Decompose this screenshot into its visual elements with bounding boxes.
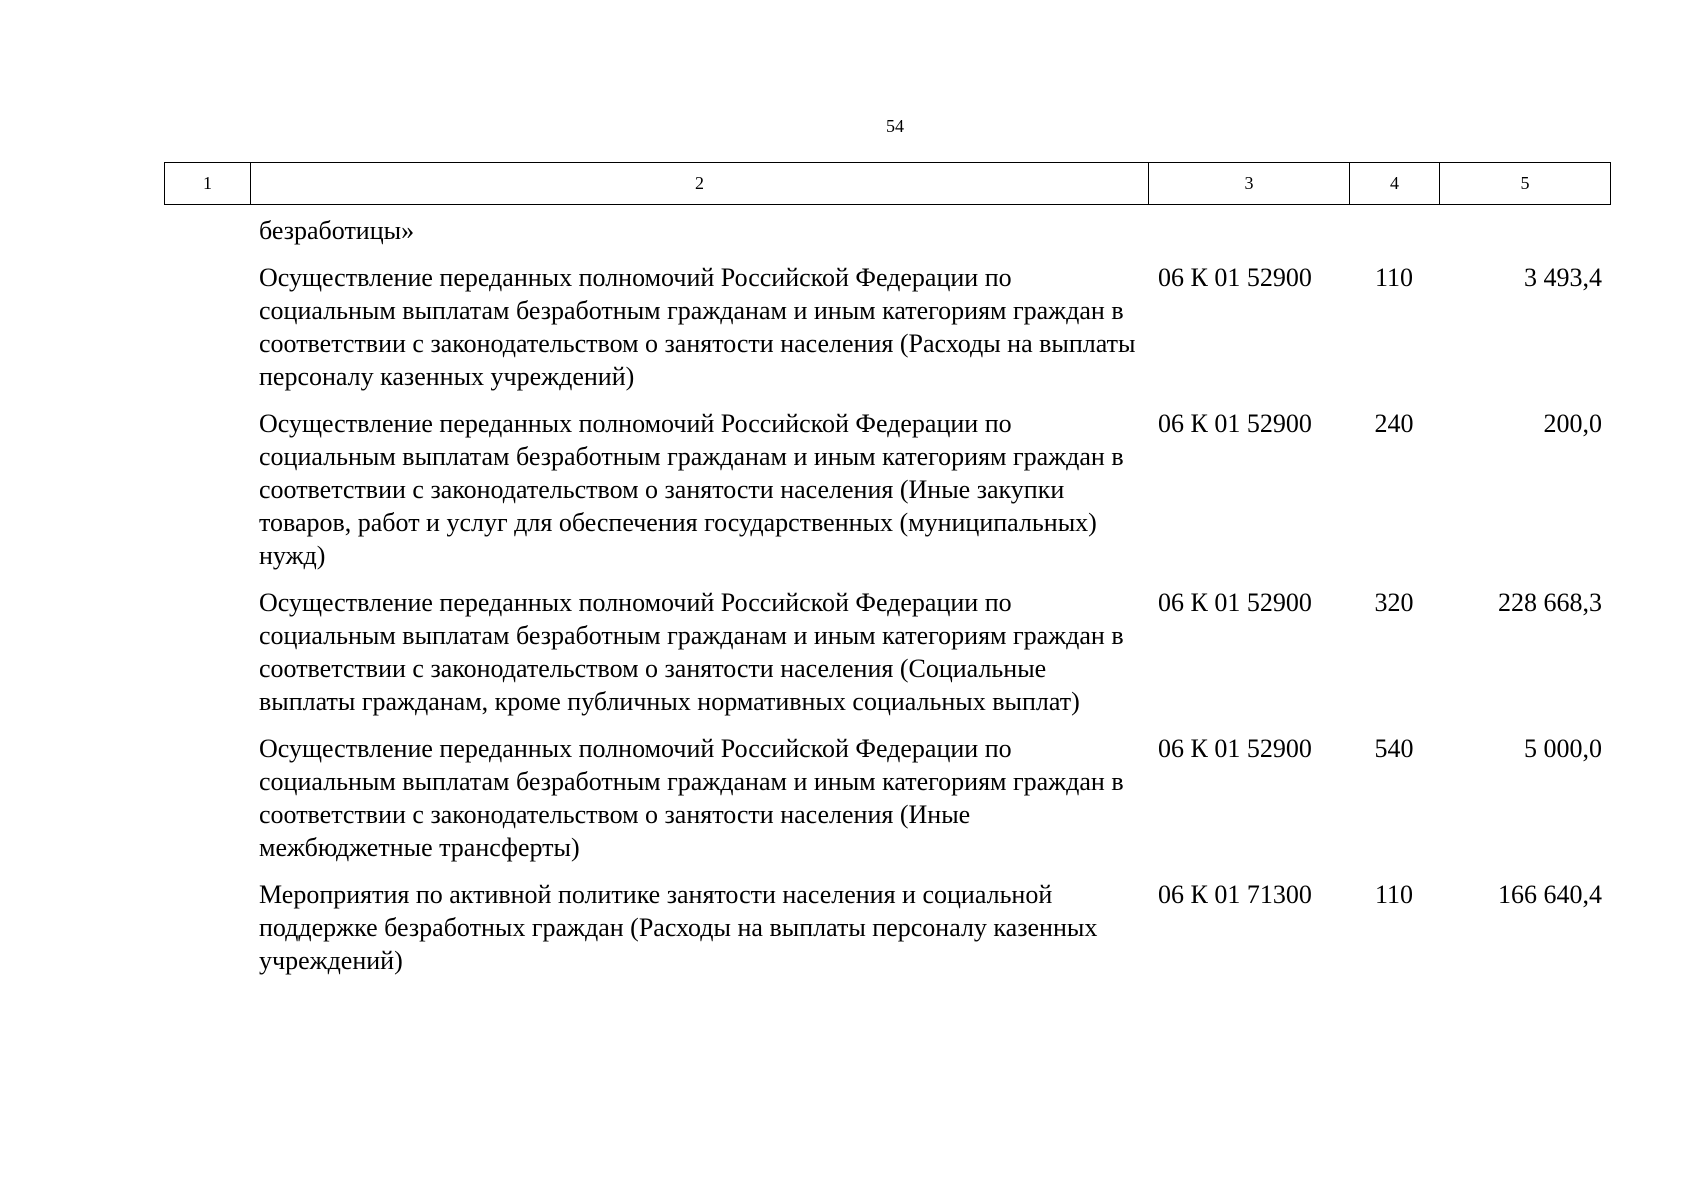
row-code: 06 К 01 71300 [1158,880,1312,909]
row-type: 240 [1374,409,1414,438]
row-amount: 5 000,0 [1524,734,1602,763]
column-header-row [165,163,1611,205]
row-description: Осуществление переданных полномочий Российской Федерации по социальным выплатам безработным гражданам и иным категориям граждан в соответствии с законодательством о занятости населения (Иные межбюджетные трансферты) [259,734,1124,862]
column-header-3: 3 [1149,163,1350,205]
column-header-5: 5 [1440,163,1611,205]
table-row [164,878,1610,977]
table-row [164,407,1610,572]
column-header-4: 4 [1350,163,1440,205]
row-code: 06 К 01 52900 [1158,409,1312,438]
row-type: 540 [1374,734,1414,763]
continuation-text: безработицы» [259,216,415,245]
row-code: 06 К 01 52900 [1158,263,1312,292]
continuation-row [164,214,1610,247]
row-amount: 3 493,4 [1524,263,1602,292]
row-amount: 228 668,3 [1498,588,1602,617]
row-type: 320 [1374,588,1414,617]
column-header-1: 1 [165,163,251,205]
row-type: 110 [1374,263,1414,292]
row-code: 06 К 01 52900 [1158,588,1312,617]
page-number: 54 [886,116,904,136]
row-code: 06 К 01 52900 [1158,734,1312,763]
budget-table-body [164,214,1610,991]
row-description: Осуществление переданных полномочий Российской Федерации по социальным выплатам безработным гражданам и иным категориям граждан в соответствии с законодательством о занятости населения (Расходы на выплаты персоналу казенных учреждений) [259,263,1136,391]
row-amount: 166 640,4 [1498,880,1602,909]
row-description: Осуществление переданных полномочий Российской Федерации по социальным выплатам безработным гражданам и иным категориям граждан в соответствии с законодательством о занятости населения (Социальные выплаты гражданам, кроме публичных нормативных социальных выплат) [259,588,1124,716]
row-amount: 200,0 [1543,409,1602,438]
row-description: Мероприятия по активной политике занятости населения и социальной поддержке безработных граждан (Расходы на выплаты персоналу казенных учреждений) [259,880,1098,975]
row-description: Осуществление переданных полномочий Российской Федерации по социальным выплатам безработным гражданам и иным категориям граждан в соответствии с законодательством о занятости населения (Иные закупки товаров, работ и услуг для обеспечения государственных (муниципальных) нужд) [259,409,1124,570]
table-row [164,261,1610,393]
column-header-2: 2 [251,163,1149,205]
table-row [164,732,1610,864]
row-type: 110 [1374,880,1414,909]
table-row [164,586,1610,718]
column-header-table [164,162,1611,205]
